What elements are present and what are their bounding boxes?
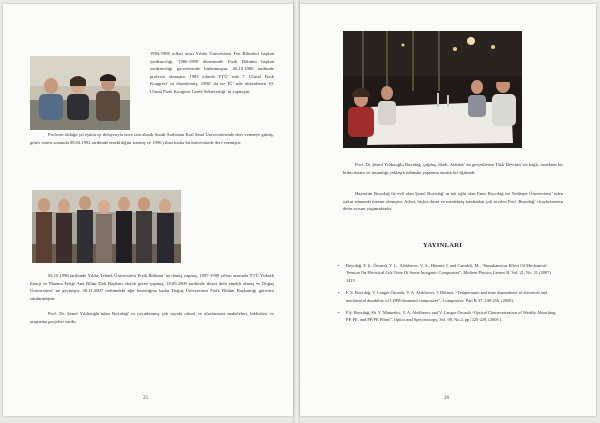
book-gutter <box>293 0 300 423</box>
left-paragraph-3: 03.10.1996 tarihinde Yıldız Teknik Üniversitesi Fizik Bölümü’ ne dönüş yapmış, 1997-1998 yılları arasında YTÜ Yüksek Enerji ve Plazma Fiziği Ana Bilim Dalı Başkanı olarak görev yapmış, 18.09.2000 tarihinde ikinci defa emekli olmuş ve Doğuş Üniversitesi’ ne geçmiştir. 30.11.2007 tarihindeki ağır hastalığına kadar Doğuş Üniversitesi Fizik Bölüm Başkanlığı görevini sürdürmüştür. <box>30 273 274 301</box>
left-paragraph-2: Profesör olduğu yıl eşinin işi dolayısıyla önce izin alarak Suudi Arabistan Kral Saud Üniversitesinde ders vermeye gitmiş, görev süresi sonunda 08.04.1992 tarihinde emekliliğini istemiş ve 1996 yılına kadar bu üniversitede ders vermiştir. <box>30 132 274 145</box>
publications-heading: YAYINLARI <box>423 242 463 249</box>
publication-item: • Boyrdağ, F. Ş., Özcanlı, Y. L., Alekberov, V. A., Hikmet, I. and Camdeli, M., “Simultaneous Effect Of Mechanical Tension On Electrical Life Time Of Some Inorganic Composites”, Modern Physics Letters B, Vol. 21, No. 21 (2007) 1415 <box>338 262 558 284</box>
left-page-number: 25 <box>143 396 148 401</box>
group-photo <box>32 190 181 263</box>
right-page-number: 26 <box>444 396 449 401</box>
right-paragraph-1: Prof. Dr. Şenol Yıldızoğlu Boyrdağ, çağdaş, ilkeli, Atatürk’ ün gerçeklerini Türk Devrimi’ ne bağlı, örnekten bir bilim insanı ve insandığı yaklaşık ödünsüz yaşamını tanıtık bir eğitimdi. <box>343 162 563 175</box>
right-paragraph-2: Hayretim Boyrdağ ile evli olan Şenol Boyrdağ’ ın tek oğlu olan Emir Boyrdağ ise Yeditepe Üniversitesi’ nden yakın zamanda mezun olmuştur. Ailesi, hiçbir dosta ve meslektaş tarafından çok sevilen Prof. Boyrdağ’ ı kaybetmenin derin acısını yaşamaktadır. <box>343 191 563 212</box>
family-photo <box>30 56 130 130</box>
publication-item: • F. Ş. Boyrdağ, V. Langer Özcanlı, V. A. Alekberov, I. Hikmet, “Temperature and time dependence of electrical and mechanical durability of LDPE/diamond composites”, Composites: Part B 37, 249-256, (2006). <box>338 289 558 304</box>
left-page <box>3 4 293 416</box>
publications-list <box>338 262 558 329</box>
left-paragraph-1: 1984-1986 yılları arası Yıldız Üniversitesi Fen Bilimleri başkan yardımcılığı, 1986-1989 döneminde Fizik Bölümü başkan yardımcılığı görevlerinde bulunmuştur. 26.10.1980 tarihinde profesör olmuştur. 1983 yılında YTÜ’ nde 7. Ulusal Fizik Kongresi’ ni düzenlemiş, 1986’ da ise İÜ’ nde düzenlenen 10. Ulusal Fizik Kongresi Genel Sekreterliği’ ni yapmıştır. <box>150 51 274 94</box>
left-paragraph-4: Prof. Dr. Şenol Yıldızoğlu’ndan Boyrdağ’ ın yayınlanmış çok sayıda ulusal ve uluslararası makaleleri, bildirileri ve araştırma projeleri vardır. <box>30 311 274 324</box>
right-page <box>300 4 596 416</box>
restaurant-photo <box>343 31 522 148</box>
publication-item: • F.Ş. Boyrdağ, Sh. V. Mamedov, V. A. Alekberov and V. Langer Özcanlı “Optical Characterization of Weakly Absorbing PP, PE, and PP/PE Films”, Optics and Spectroscopy, Vol. 98, No.2, pp. 225-229, (2005 ). <box>338 309 558 324</box>
